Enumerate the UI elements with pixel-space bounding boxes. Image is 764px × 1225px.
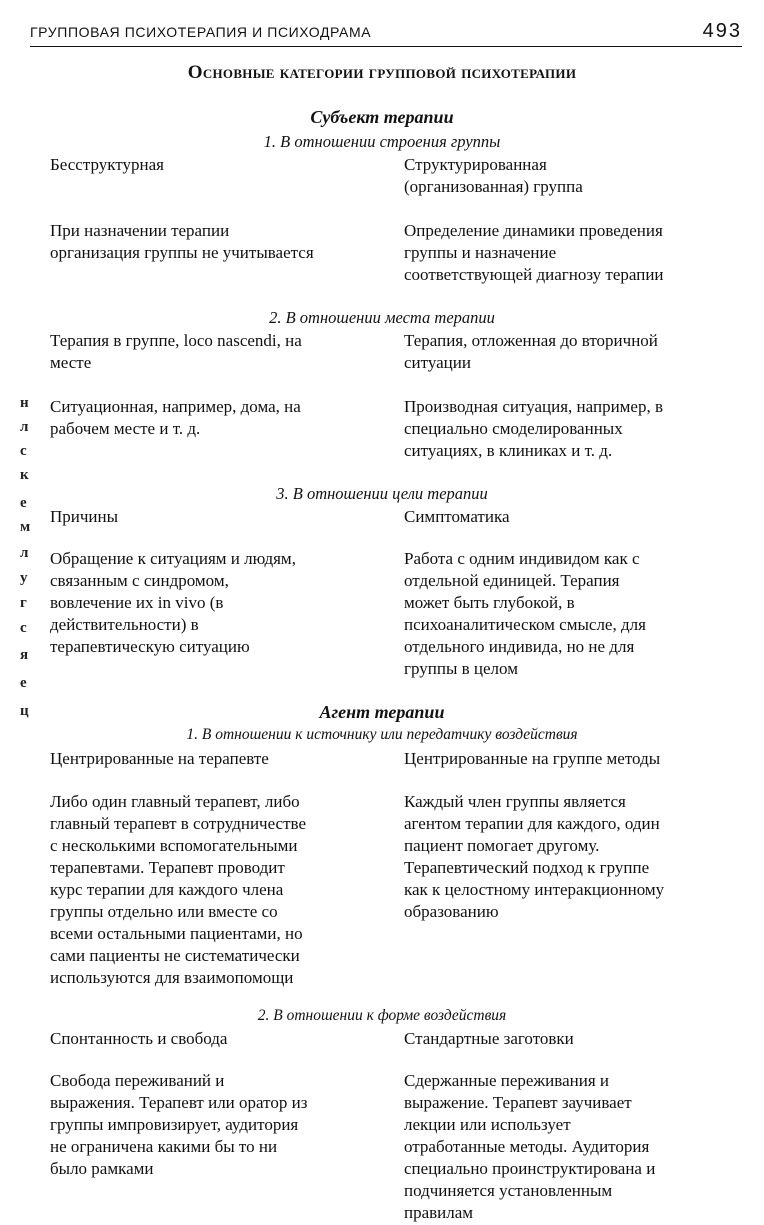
margin-char: я <box>20 647 29 663</box>
margin-char: с <box>20 443 27 459</box>
goal-row-2-right: Работа с одним индивидом как с отдельной единицей. Терапия может быть глубокой, в психоаналитическом смысле, для отдельного индивида, но не для группы в целом <box>404 549 646 678</box>
margin-char: м <box>20 519 31 535</box>
place-row-1-right: Терапия, отложенная до вторичной ситуации <box>404 331 658 372</box>
margin-char: к <box>20 467 29 483</box>
form-row-2-left: Свобода переживаний и выражения. Терапевт или оратор из группы импровизирует, аудитория не ограничена какими бы то ни было рамками <box>50 1071 308 1178</box>
margin-char: ц <box>20 703 29 719</box>
place-row-2-left: Ситуационная, например, дома, на рабочем месте и т. д. <box>50 397 301 438</box>
structure-row-2-left: При назначении терапии организация группы не учитывается <box>50 221 314 262</box>
source-row-1-left: Центрированные на терапевте <box>50 749 269 768</box>
place-row-2-right: Производная ситуация, например, в специально смоделированных ситуациях, в клиниках и т. д. <box>404 397 664 460</box>
margin-char: е <box>20 675 27 691</box>
running-title: ГРУППОВАЯ ПСИХОТЕРАПИЯ И ПСИХОДРАМА <box>30 24 372 40</box>
page-number: 493 <box>702 20 742 42</box>
structure-row-1-right: Структурированная (организованная) группа <box>404 155 583 196</box>
main-title: Основные категории групповой психотерапии <box>187 62 577 83</box>
form-row-1-right: Стандартные заготовки <box>404 1029 574 1048</box>
subsection-title-source: 1. В отношении к источнику или передатчику воздействия <box>186 726 578 743</box>
subsection-title-goal: 3. В отношении цели терапии <box>276 484 488 503</box>
place-row-1-left: Терапия в группе, loco nascendi, на месте <box>50 331 302 372</box>
source-row-2-left: Либо один главный терапевт, либо главный терапевт в сотрудничестве с несколькими вспомогательными терапевтами. Терапевт проводит курс терапии для каждого члена группы отдельно или вместе со всеми остальными пациентами, но сами пациенты не систематически используются для взаимопомощи <box>50 792 307 987</box>
margin-char: с <box>20 620 27 636</box>
subsection-title-place: 2. В отношении места терапии <box>269 308 495 327</box>
margin-artifacts <box>20 395 48 755</box>
margin-char: у <box>20 570 28 586</box>
source-row-2-right: Каждый член группы является агентом терапии для каждого, один пациент помогает другому. Терапевтический подход к группе как к целостному интеракционному образованию <box>404 792 665 921</box>
margin-char: л <box>20 419 29 435</box>
subsection-title-form: 2. В отношении к форме воздействия <box>257 1007 507 1024</box>
form-row-1-left: Спонтанность и свобода <box>50 1029 228 1048</box>
margin-char: г <box>20 595 27 611</box>
subsection-title-structure: 1. В отношении строения группы <box>263 132 501 151</box>
goal-row-1-left: Причины <box>50 507 119 526</box>
structure-row-2-right: Определение динамики проведения группы и назначение соответствующей диагнозу терапии <box>404 221 664 284</box>
running-header <box>30 22 742 47</box>
structure-row-1-left: Бесструктурная <box>50 155 164 174</box>
form-row-2-right: Сдержанные переживания и выражение. Терапевт заучивает лекции или использует отработанные методы. Аудитория специально проинструктирована и подчиняется установленным правилам <box>404 1071 656 1222</box>
goal-row-2-left: Обращение к ситуациям и людям, связанным с синдромом, вовлечение их in vivo (в действительности) в терапевтическую ситуацию <box>50 549 296 656</box>
goal-row-1-right: Симптоматика <box>404 507 510 526</box>
source-row-1-right: Центрированные на группе методы <box>404 749 661 768</box>
section-title-subject: Субъект терапии <box>310 107 454 127</box>
margin-char: е <box>20 495 27 511</box>
margin-char: н <box>20 395 29 411</box>
section-title-agent: Агент терапии <box>319 702 445 722</box>
margin-char: л <box>20 545 29 561</box>
